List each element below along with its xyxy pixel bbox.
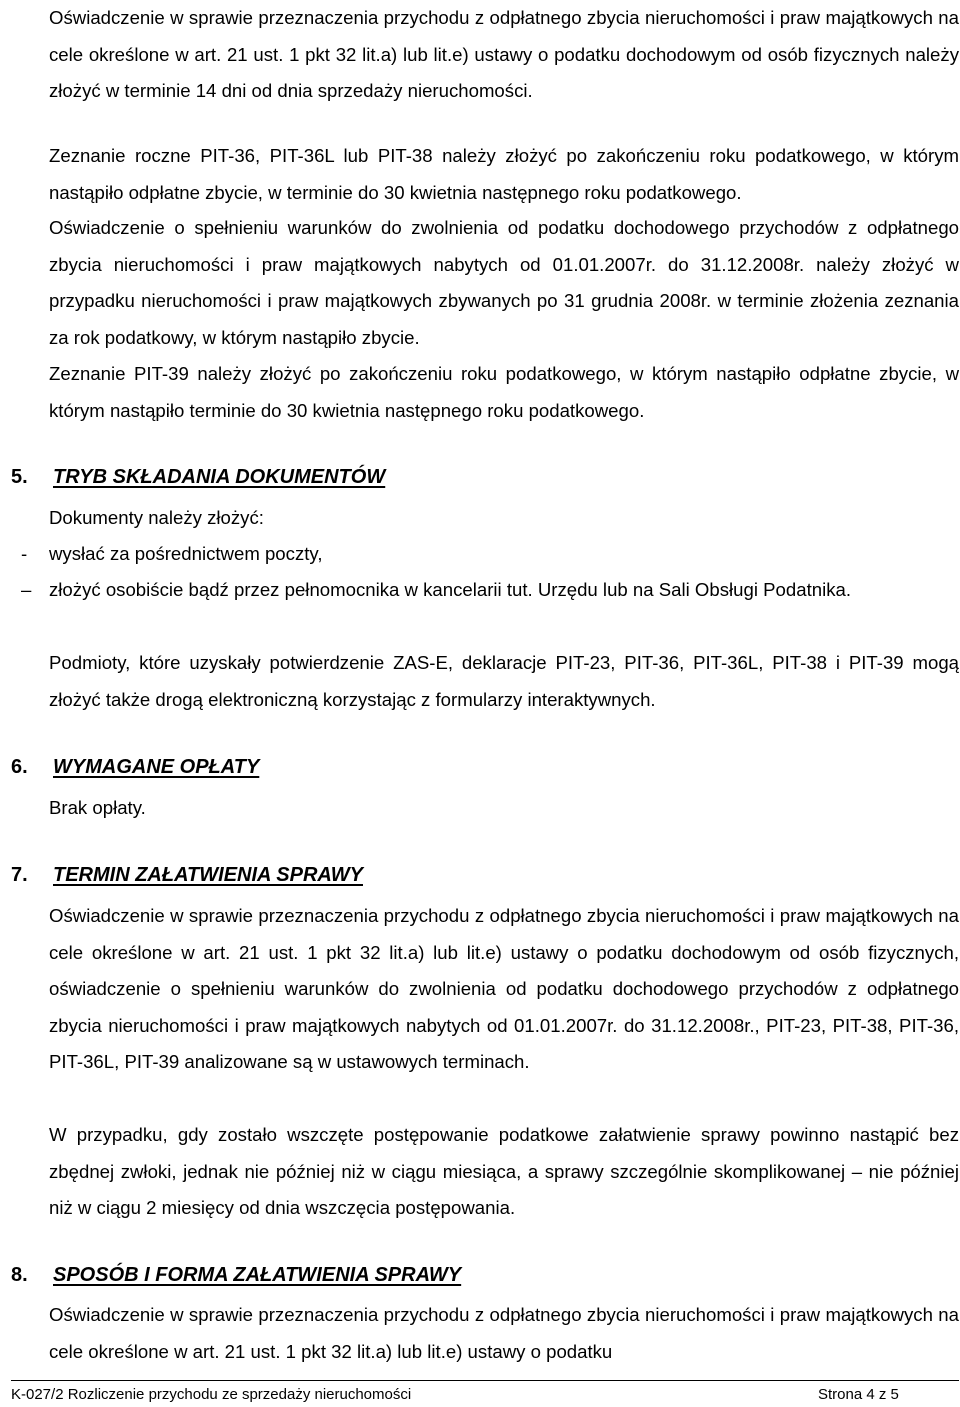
- section-8-text: Oświadczenie w sprawie przeznaczenia przychodu z odpłatnego zbycia nieruchomości i praw majątkowych na cele określone w art. 21 ust. 1 pkt 32 lit.a) lub lit.e) ustawy o podatku: [49, 1304, 959, 1362]
- bullet-dash: -: [21, 543, 28, 564]
- list-item-text: złożyć osobiście bądź przez pełnomocnika w kancelarii tut. Urzędu lub na Sali Obsługi Podatnika.: [49, 579, 852, 600]
- section-7-paragraph: Oświadczenie w sprawie przeznaczenia przychodu z odpłatnego zbycia nieruchomości i praw majątkowych na cele określone w art. 21 ust. 1 pkt 32 lit.a) lub lit.e) ustawy o podatku dochodowym od osób fizycznych, oświadczenie o spełnieniu warunków do zwolnienia od podatku dochodowego przychodów z odpłatnego zbycia nieruchomości i praw majątkowych nabytych od 01.01.2007r. do 31.12.2008r., PIT-23, PIT-38, PIT-36, PIT-36L, PIT-39 analizowane są w ustawowych terminach.: [49, 905, 959, 1072]
- footer-divider: [11, 1380, 959, 1381]
- bullet-dash: –: [21, 579, 32, 600]
- section-number: 8.: [11, 1264, 28, 1286]
- section-6-text: Brak opłaty.: [49, 797, 146, 818]
- section-7-heading: [11, 864, 363, 887]
- paragraph-annual-return: Zeznanie roczne PIT-36, PIT-36L lub PIT-38 należy złożyć po zakończeniu roku podatkowego, w którym nastąpiło odpłatne zbycie, w terminie do 30 kwietnia następnego roku podatkowego.: [49, 145, 959, 203]
- footer-document-title: K-027/2 Rozliczenie przychodu ze sprzedaży nieruchomości: [11, 1386, 412, 1403]
- section-5-note: Podmioty, które uzyskały potwierdzenie ZAS-E, deklaracje PIT-23, PIT-36, PIT-36L, PIT-38 i PIT-39 mogą złożyć także drogą elektroniczną korzystając z formularzy interaktywnych.: [49, 652, 959, 710]
- section-7-paragraph: W przypadku, gdy zostało wszczęte postępowanie podatkowe załatwienie sprawy powinno nastąpić bez zbędnej zwłoki, jednak nie później niż w ciągu miesiąca, a sprawy szczególnie skomplikowanej – nie później niż w ciągu 2 miesięcy od dnia wszczęcia postępowania.: [49, 1124, 959, 1218]
- paragraph-pit39: Zeznanie PIT-39 należy złożyć po zakończeniu roku podatkowego, w którym nastąpiło odpłatne zbycie, w którym nastąpiło terminie do 30 kwietnia następnego roku podatkowego.: [49, 363, 959, 421]
- section-8-heading: [11, 1264, 461, 1287]
- section-title: TERMIN ZAŁATWIENIA SPRAWY: [53, 864, 363, 886]
- list-item: [21, 536, 959, 573]
- list-item-text: wysłać za pośrednictwem poczty,: [49, 543, 323, 564]
- section-title: TRYB SKŁADANIA DOKUMENTÓW: [53, 466, 386, 488]
- section-6-heading: [11, 756, 259, 779]
- section-title: WYMAGANE OPŁATY: [53, 756, 260, 778]
- paragraph-exemption-declaration: Oświadczenie o spełnieniu warunków do zwolnienia od podatku dochodowego przychodów z odpłatnego zbycia nieruchomości i praw majątkowych nabytych od 01.01.2007r. do 31.12.2008r. należy złożyć w przypadku nieruchomości i praw majątkowych zbywanych po 31 grudnia 2008r. w terminie złożenia zeznania za rok podatkowy, w którym nastąpiło zbycie.: [49, 217, 959, 348]
- section-number: 7.: [11, 864, 28, 886]
- section-5-intro: Dokumenty należy złożyć:: [49, 507, 264, 528]
- section-number: 5.: [11, 466, 28, 488]
- paragraph-declaration-purpose: Oświadczenie w sprawie przeznaczenia przychodu z odpłatnego zbycia nieruchomości i praw majątkowych na cele określone w art. 21 ust. 1 pkt 32 lit.a) lub lit.e) ustawy o podatku dochodowym od osób fizycznych należy złożyć w terminie 14 dni od dnia sprzedaży nieruchomości.: [49, 7, 959, 101]
- footer-page-number: Strona 4 z 5: [818, 1386, 899, 1403]
- section-number: 6.: [11, 756, 28, 778]
- section-title: SPOSÓB I FORMA ZAŁATWIENIA SPRAWY: [53, 1264, 462, 1286]
- section-5-heading: [11, 466, 385, 489]
- list-item: [21, 572, 959, 646]
